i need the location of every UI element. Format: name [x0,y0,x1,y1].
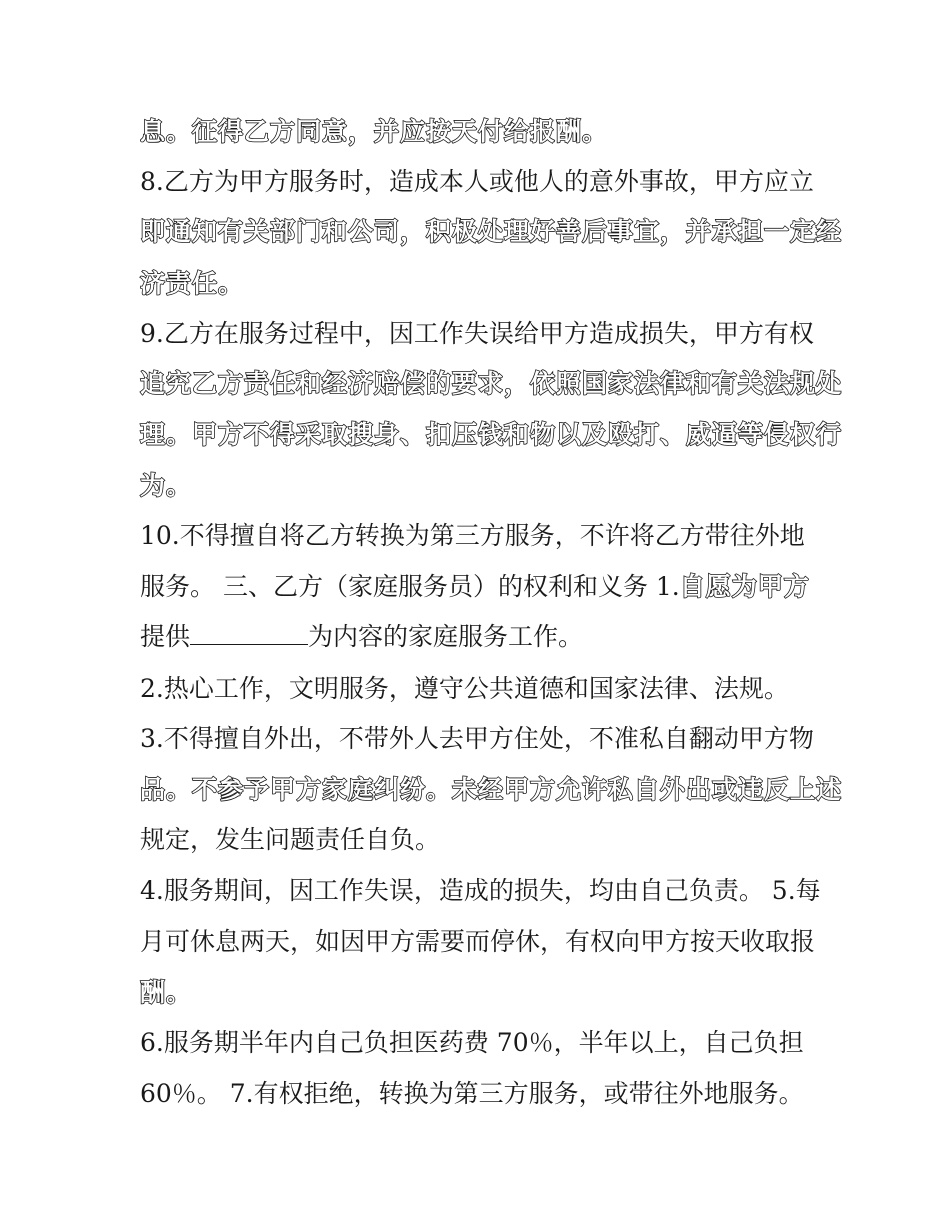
text-line [140,367,843,401]
text-segment: 2.热心工作，文明服务，遵守公共道德和国家法律、法规。 [140,674,789,703]
text-line [140,165,820,199]
text-segment: 8.乙方为甲方服务时，造成本人或他人的意外事故，甲方应立 [140,167,814,196]
text-line [140,317,820,351]
text-segment: 服务。 三、乙方（家庭服务员）的权利和义务 1. [140,572,680,601]
text-segment: 提供 [140,622,191,651]
text-line [140,620,820,654]
text-line [140,519,820,553]
text-line [140,215,843,249]
text-line [140,1077,820,1111]
text-segment: 自愿为甲方 [679,572,810,601]
text-line [140,976,820,1010]
text-segment: 6.服务期半年内自己负担医药费 70％，半年以上，自己负担 [140,1028,804,1057]
text-line [140,1026,820,1060]
text-line [140,469,820,503]
text-segment: 为。 [140,471,193,500]
text-segment: 9.乙方在服务过程中，因工作失误给甲方造成损失，甲方有权 [140,319,814,348]
text-line [140,418,843,452]
text-line [140,773,843,807]
text-line [140,115,820,149]
text-segment: 济责任。 [140,269,245,298]
text-line [140,570,820,604]
text-line [140,823,820,857]
text-segment: 规定，发生问题责任自负。 [140,825,441,854]
text-segment: 理。甲方不得采取搜身、扣压钱和物以及殴打、威逼等侵权行 [140,420,843,449]
text-line [140,672,820,706]
text-segment: 追究乙方责任和经济赔偿的要求，依照国家法律和有关法规处 [140,369,843,398]
text-segment: 60％。 7.有权拒绝，转换为第三方服务，或带往外地服务。 [140,1079,804,1108]
text-segment: 月可休息两天，如因甲方需要而停休，有权向甲方按天收取报 [140,927,816,956]
text-segment: 3.不得擅自外出，不带外人去甲方住处，不准私自翻动甲方物 [140,724,814,753]
text-segment: 4.服务期间，因工作失误，造成的损失，均由自己负责。 5.每 [140,876,821,905]
text-line [140,267,820,301]
text-segment: 为内容的家庭服务工作。 [308,622,584,651]
text-segment: 即通知有关部门和公司，积极处理好善后事宜，并承担一定经 [140,217,843,246]
text-line [140,722,820,756]
text-line [140,874,820,908]
text-segment: 10.不得擅自将乙方转换为第三方服务，不许将乙方带往外地 [140,521,805,550]
text-segment: 息。征得乙方同意，并应按天付给报酬。 [140,117,609,146]
fill-in-blank [190,620,308,645]
text-segment: 品。不参予甲方家庭纠纷。未经甲方允许私自外出或违反上述 [140,775,843,804]
text-line [140,925,820,959]
text-segment: 酬。 [140,978,193,1007]
